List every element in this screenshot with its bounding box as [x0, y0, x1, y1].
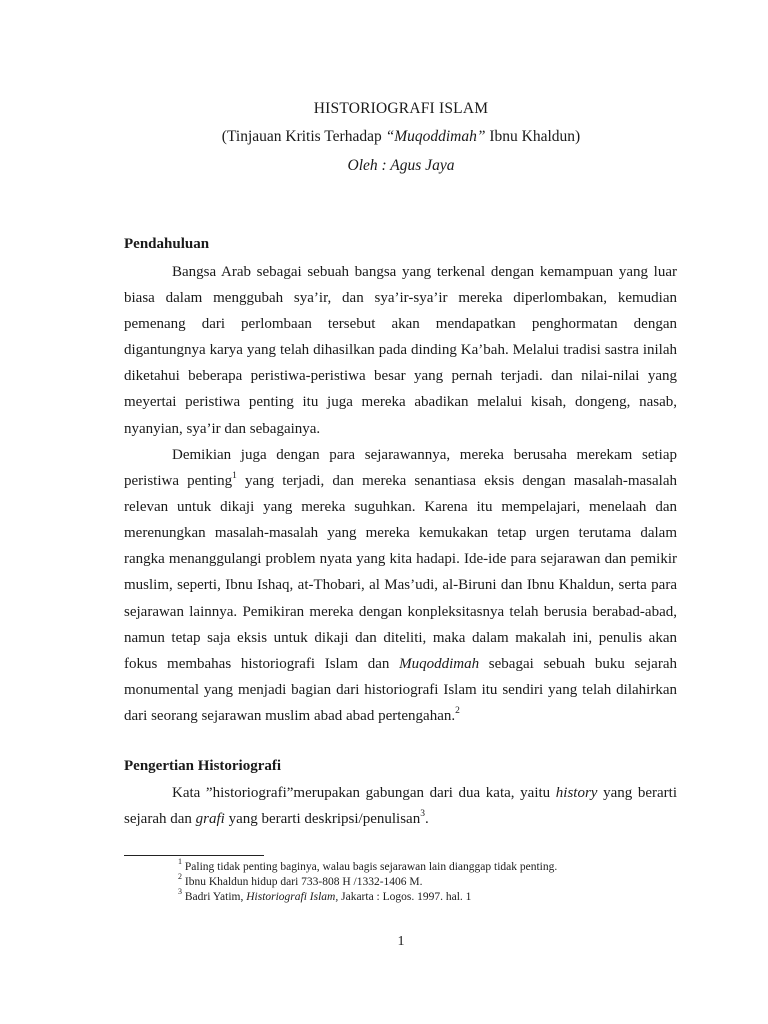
section-heading-pengertian: Pengertian Historiografi — [124, 758, 282, 774]
text-run: Kata ”historiografi”merupakan gabungan dari dua kata, yaitu — [172, 785, 556, 801]
subtitle-pre: (Tinjauan Kritis Terhadap — [221, 128, 386, 145]
paragraph-1 — [124, 259, 677, 442]
document-title: HISTORIOGRAFI ISLAM — [313, 100, 489, 117]
paragraph-line — [124, 703, 677, 729]
document-subtitle — [0, 128, 768, 146]
text-run: sejarah dan — [124, 811, 196, 828]
footnote-number: 2 — [178, 872, 182, 882]
footnote-ref-3: 3 — [420, 809, 425, 820]
subtitle-italic: “Muqoddimah” — [385, 128, 486, 145]
footnotes — [178, 857, 558, 905]
paragraph-line: nyanyian, sya’ir dan sebagainya. — [124, 420, 321, 437]
footnote-text: Badri Yatim, — [184, 891, 247, 903]
footnote-2 — [178, 872, 557, 890]
text-run: fokus membahas historiografi Islam dan — [124, 655, 400, 672]
text-run: dari seorang sejarawan muslim abad abad pertengahan. — [124, 707, 456, 724]
footnote-3 — [178, 887, 557, 905]
text-run: peristiwa penting — [124, 473, 233, 490]
paragraph-line: sejarawan lainnya. Pemikiran mereka dengan konpleksitasnya telah berusia berabad-abad, — [124, 603, 677, 620]
text-run: yang terjadi, dan mereka senantiasa eksis dengan masalah-masalah — [236, 473, 677, 490]
footnote-ref-2: 2 — [455, 705, 460, 716]
paragraph-line: pemenang dari perlombaan tersebut akan mendapatkan penghormatan dengan — [124, 316, 677, 333]
paragraph-line: Demikian juga dengan para sejarawannya, mereka berusaha merekam setiap — [172, 447, 677, 463]
paragraph-line: biasa dalam menggubah sya’ir, dan sya’ir-sya’ir mereka diperlombakan, kemudian — [124, 290, 677, 307]
paragraph-line: Bangsa Arab sebagai sebuah bangsa yang terkenal dengan kemampuan yang luar — [172, 264, 677, 280]
footnote-italic: Historiografi Islam, — [246, 891, 339, 903]
footnote-text: Paling tidak penting baginya, walau bagis sejarawan lain dianggap tidak penting. — [184, 861, 558, 873]
paragraph-line — [124, 806, 677, 832]
paragraph-3 — [124, 780, 677, 832]
footnote-1 — [178, 857, 558, 875]
footnote-text: Ibnu Khaldun hidup dari 733-808 H /1332-1406 M. — [184, 876, 423, 888]
footnote-number: 1 — [178, 857, 182, 867]
footnote-ref-1: 1 — [232, 471, 237, 482]
paragraph-line: merenungkan masalah-masalah yang mereka kemukakan tetap urgen terutama dalam — [124, 525, 677, 542]
document-author: Oleh : Agus Jaya — [347, 157, 455, 174]
paragraph-line: digantungnya karya yang telah dihasilkan pada dinding Ka’bah. Melalui tradisi sastra inilah — [124, 342, 677, 359]
footnote-text: Jakarta : Logos. 1997. hal. 1 — [338, 891, 472, 903]
footnote-number: 3 — [178, 887, 182, 897]
section-heading-pendahuluan: Pendahuluan — [124, 236, 210, 252]
paragraph-line — [124, 780, 677, 806]
subtitle-post: Ibnu Khaldun) — [485, 128, 581, 145]
paragraph-line: meyertai peristiwa penting itu juga mereka abadikan melalui kisah, dongeng, nasab, — [124, 394, 677, 411]
italic-term: grafi — [195, 811, 225, 828]
paragraph-line — [124, 651, 677, 677]
paragraph-line: namun tetap saja eksis untuk dikaji dan diteliti, maka dalam makalah ini, penulis akan — [124, 629, 677, 646]
paragraph-line: diketahui beberapa peristiwa-peristiwa besar yang pernah terjadi. dan nilai-nilai yang — [124, 368, 677, 385]
paragraph-line — [124, 468, 677, 494]
italic-term: Muqoddimah — [399, 655, 480, 672]
paragraph-line: monumental yang menjadi bagian dari historiografi Islam itu sendiri yang telah dilahirkan — [124, 681, 677, 698]
text-run: yang berarti deskripsi/penulisan — [224, 811, 421, 828]
text-run: . — [424, 811, 429, 828]
text-run: yang berarti — [597, 785, 677, 801]
paragraph-line: muslim, seperti, Ibnu Ishaq, at-Thobari, al Mas’udi, al-Biruni dan Ibnu Khaldun, serta para — [124, 577, 677, 594]
italic-term: history — [555, 785, 598, 801]
page-number: 1 — [397, 934, 405, 949]
footnote-separator — [124, 855, 264, 856]
text-run: sebagai sebuah buku sejarah — [479, 655, 677, 672]
paragraph-line: rangka menanggulangi problem nyata yang kita hadapi. Ide-ide para sejarawan dan pemikir — [124, 551, 677, 568]
paragraph-2 — [124, 442, 677, 729]
paragraph-line: relevan untuk dikaji yang mereka suguhkan. Karena itu mempelajari, menelaah dan — [124, 499, 677, 516]
